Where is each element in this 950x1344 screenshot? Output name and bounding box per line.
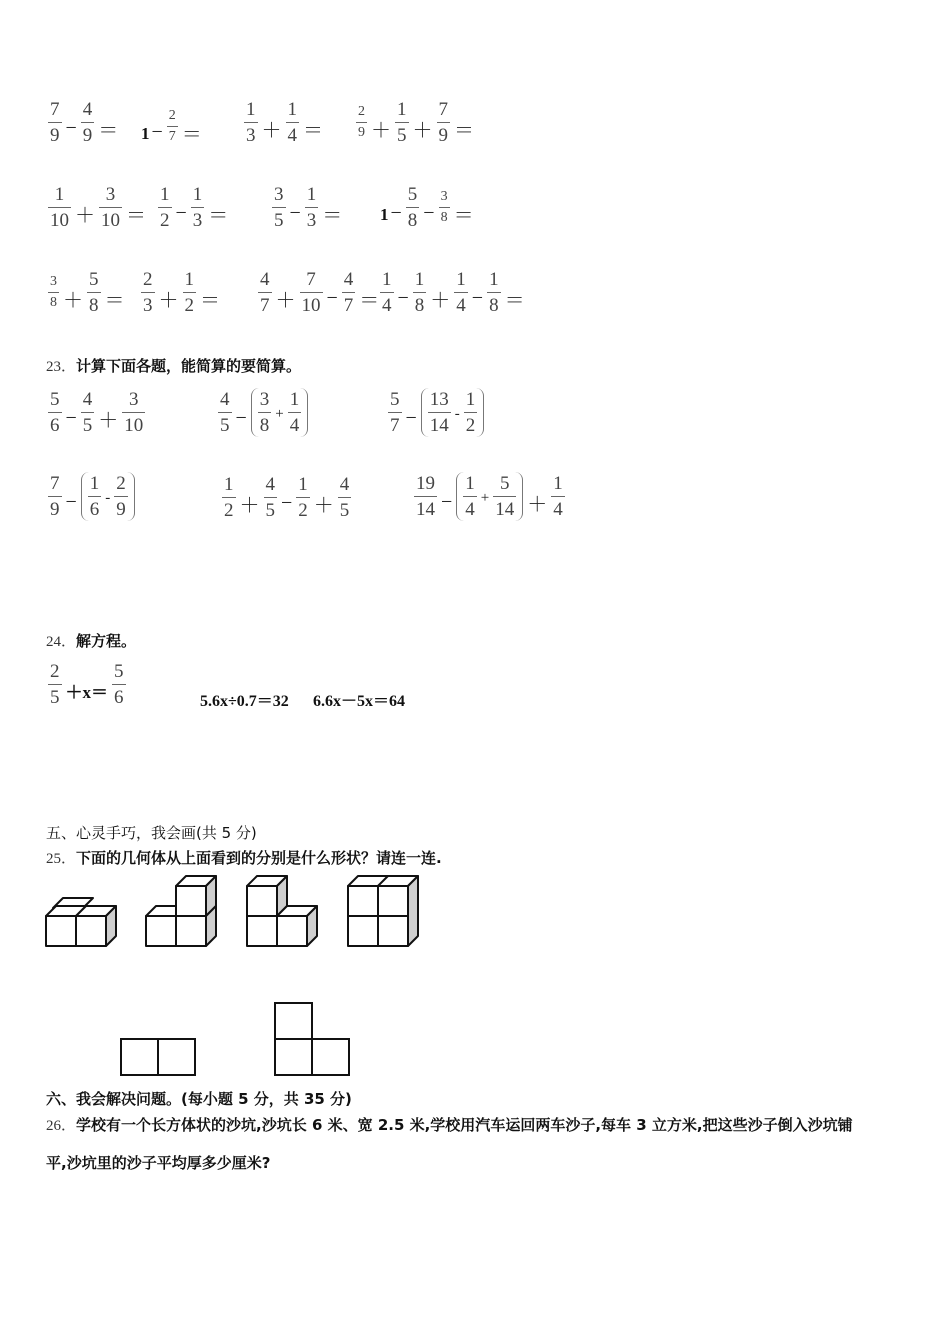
fraction: $\frac{1}{10}$	[50, 184, 69, 231]
q24-equation-1: $\frac{2}{5}$ ＋x＝ $\frac{5}{6}$	[50, 661, 124, 708]
fraction: $\frac{4}{5}$	[339, 474, 350, 521]
parentheses: $\frac{3}{8}$ + $\frac{1}{4}$	[251, 388, 308, 437]
question-23-heading: 23．计算下面各题，能简算的要简算。	[46, 357, 302, 375]
expr-row3-1: $\frac{3}{8}$ ＋ $\frac{5}{8}$ ＝	[50, 269, 125, 316]
fraction: $\frac{3}{8}$	[50, 274, 57, 310]
fraction: $\frac{1}{4}$	[289, 389, 300, 436]
fraction: $\frac{2}{3}$	[143, 269, 153, 316]
fraction: $\frac{1}{2}$	[184, 269, 194, 316]
fraction: $\frac{5}{6}$	[50, 389, 60, 436]
expr-row3-3: $\frac{4}{7}$ ＋ $\frac{7}{10}$ − $\frac{4}{7}$ ＝	[260, 269, 380, 316]
q24-equation-3: 6.6x－5x＝64	[313, 693, 406, 710]
fraction: $\frac{19}{14}$	[416, 473, 435, 520]
expr-row1-4: $\frac{2}{9}$ ＋ $\frac{1}{5}$ ＋ $\frac{7}{9}$ ＝	[358, 99, 474, 146]
fraction: $\frac{1}{3}$	[192, 184, 203, 231]
fraction: $\frac{2}{9}$	[358, 104, 365, 140]
fraction: $\frac{5}{7}$	[390, 389, 400, 436]
q24-equation-2: 5.6x÷0.7＝32	[200, 693, 289, 710]
fraction: $\frac{1}{3}$	[306, 184, 317, 231]
fraction: $\frac{1}{2}$	[224, 474, 234, 521]
expr-row3-2: $\frac{2}{3}$ ＋ $\frac{1}{2}$ ＝	[143, 269, 220, 316]
fraction: $\frac{4}{7}$	[260, 269, 270, 316]
fraction: $\frac{4}{5}$	[220, 389, 230, 436]
q23-expr-1: $\frac{5}{6}$ − $\frac{4}{5}$ ＋ $\frac{3}{10}$	[50, 389, 144, 436]
fraction: $\frac{4}{9}$	[82, 99, 93, 146]
expr-row1-1: $\frac{7}{9}$ − $\frac{4}{9}$ ＝	[50, 99, 119, 146]
fraction: $\frac{7}{9}$	[50, 99, 60, 146]
expr-row2-1: $\frac{1}{10}$ ＋ $\frac{3}{10}$ ＝	[50, 184, 146, 231]
fraction: $\frac{1}{4}$	[465, 473, 475, 520]
fraction: $\frac{1}{4}$	[553, 473, 563, 520]
solid-figure-2	[146, 876, 216, 946]
section-5-title: 五、心灵手巧，我会画(共 5 分)	[46, 824, 257, 842]
question-25-heading: 25．下面的几何体从上面看到的分别是什么形状？请连一连.	[46, 849, 442, 867]
fraction: $\frac{5}{8}$	[407, 184, 418, 231]
fraction: $\frac{1}{8}$	[489, 269, 499, 316]
solid-figure-4	[348, 876, 418, 946]
parentheses: $\frac{13}{14}$ - $\frac{1}{2}$	[421, 388, 485, 437]
fraction: $\frac{13}{14}$	[429, 389, 449, 436]
fraction: $\frac{7}{9}$	[50, 473, 60, 520]
fraction: $\frac{1}{6}$	[89, 473, 100, 520]
fraction: $\frac{5}{8}$	[89, 269, 99, 316]
solid-figure-1	[46, 898, 116, 946]
q23-expr-2: $\frac{4}{5}$ − $\frac{3}{8}$ + $\frac{1}{4}$	[216, 388, 310, 437]
fraction: $\frac{4}{5}$	[82, 389, 93, 436]
fraction: $\frac{2}{9}$	[116, 473, 126, 520]
fraction: $\frac{1}{2}$	[298, 474, 308, 521]
question-26-line1: 26．学校有一个长方体状的沙坑,沙坑长 6 米、宽 2.5 米,学校用汽车运回两车沙子,每车 3 立方米,把这些沙子倒入沙坑铺	[46, 1116, 853, 1134]
fraction: $\frac{4}{5}$	[265, 474, 275, 521]
fraction: $\frac{5}{14}$	[495, 473, 515, 520]
section-6-title: 六、我会解决问题。(每小题 5 分，共 35 分)	[46, 1090, 352, 1108]
top-view-1	[121, 1039, 195, 1075]
fraction: $\frac{3}{8}$	[259, 389, 270, 436]
fraction: $\frac{3}{8}$	[440, 189, 448, 225]
q23-expr-5: $\frac{1}{2}$ ＋ $\frac{4}{5}$ − $\frac{1}{2}$ ＋ $\frac{4}{5}$	[224, 474, 350, 521]
q23-expr-3: $\frac{5}{7}$ − $\frac{13}{14}$ - $\frac{1}{2}$	[386, 388, 486, 437]
expr-row3-4: $\frac{1}{4}$ − $\frac{1}{8}$ ＋ $\frac{1}{4}$ − $\frac{1}{8}$ ＝	[382, 269, 525, 316]
expr-row1-3: $\frac{1}{3}$ ＋ $\frac{1}{4}$ ＝	[246, 99, 323, 146]
parentheses: $\frac{1}{6}$ - $\frac{2}{9}$	[81, 472, 135, 521]
expr-row2-3: $\frac{3}{5}$ − $\frac{1}{3}$ ＝	[274, 184, 343, 231]
question-24-heading: 24．解方程。	[46, 632, 137, 650]
fraction: $\frac{7}{10}$	[301, 269, 321, 316]
fraction: $\frac{5}{6}$	[114, 661, 124, 708]
fraction: $\frac{2}{7}$	[168, 108, 176, 144]
fraction: $\frac{1}{2}$	[160, 184, 170, 231]
fraction: $\frac{3}{10}$	[124, 389, 144, 436]
q23-expr-4: $\frac{7}{9}$ − $\frac{1}{6}$ - $\frac{2}{9}$	[46, 472, 137, 521]
fraction: $\frac{2}{5}$	[50, 661, 60, 708]
fraction: $\frac{1}{3}$	[246, 99, 256, 146]
expr-row2-4: 1 − $\frac{5}{8}$ − $\frac{3}{8}$ ＝	[380, 184, 474, 231]
parentheses: $\frac{1}{4}$ + $\frac{5}{14}$	[456, 472, 523, 521]
top-view-2	[275, 1003, 349, 1075]
expr-row2-2: $\frac{1}{2}$ − $\frac{1}{3}$ ＝	[160, 184, 229, 231]
fraction: $\frac{1}{2}$	[465, 389, 476, 436]
fraction: $\frac{1}{4}$	[382, 269, 392, 316]
fraction: $\frac{1}{8}$	[414, 269, 425, 316]
expr-row1-2: 1 − $\frac{2}{7}$ ＝	[141, 108, 202, 146]
fraction: $\frac{3}{10}$	[101, 184, 120, 231]
q23-expr-6: $\frac{19}{14}$ − $\frac{1}{4}$ + $\frac{5}{14}$ ＋ $\frac{1}{4}$	[416, 473, 563, 520]
fraction: $\frac{7}{9}$	[438, 99, 448, 146]
top-view-shapes	[115, 998, 360, 1080]
fraction: $\frac{1}{5}$	[397, 99, 407, 146]
cube-figures	[40, 870, 430, 955]
question-26-line2: 平,沙坑里的沙子平均厚多少厘米?	[46, 1154, 271, 1172]
fraction: $\frac{1}{4}$	[456, 269, 466, 316]
fraction: $\frac{4}{7}$	[343, 269, 354, 316]
fraction: $\frac{1}{4}$	[287, 99, 297, 146]
solid-figure-3	[247, 876, 317, 946]
fraction: $\frac{3}{5}$	[274, 184, 284, 231]
